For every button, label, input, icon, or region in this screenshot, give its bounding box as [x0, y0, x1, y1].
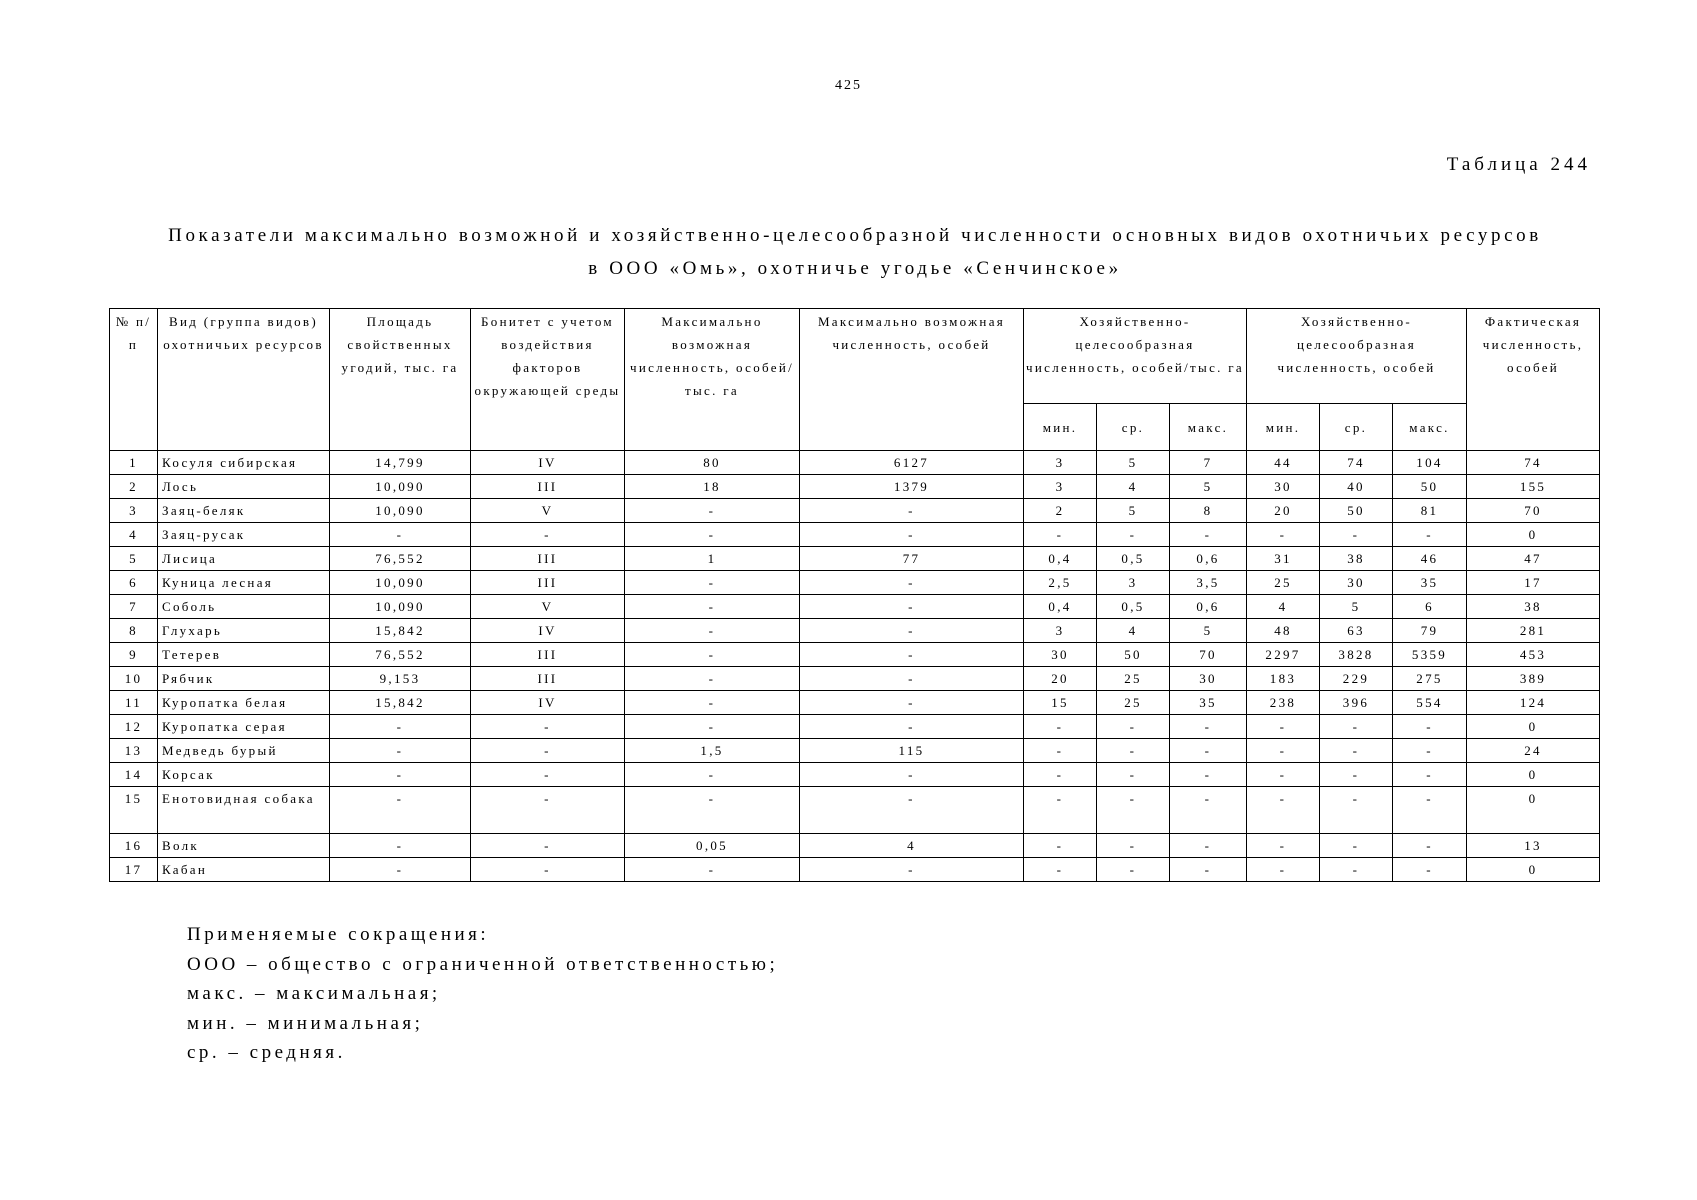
table-row	[110, 475, 1600, 499]
count-min-cell: -	[1247, 763, 1320, 787]
density-avg-cell: -	[1097, 787, 1170, 834]
count-max-cell: 81	[1393, 499, 1467, 523]
density-min-cell: 2	[1024, 499, 1097, 523]
max-count-cell: -	[800, 499, 1024, 523]
count-avg-cell: 63	[1320, 619, 1393, 643]
count-min-cell: 183	[1247, 667, 1320, 691]
density-min-cell: -	[1024, 787, 1097, 834]
density-min-cell: -	[1024, 739, 1097, 763]
table-row	[110, 451, 1600, 475]
header-species: Вид (группа видов) охотничьих ресурсов	[158, 309, 330, 451]
count-min-cell: -	[1247, 715, 1320, 739]
count-max-cell: -	[1393, 763, 1467, 787]
count-avg-cell: 40	[1320, 475, 1393, 499]
actual-count-cell: 0	[1467, 523, 1600, 547]
max-count-cell: -	[800, 523, 1024, 547]
actual-count-cell: 17	[1467, 571, 1600, 595]
area-cell: 10,090	[330, 571, 471, 595]
header-density-avg: ср.	[1097, 404, 1170, 451]
bonitet-cell: -	[471, 834, 625, 858]
row-number-cell: 5	[110, 547, 158, 571]
max-density-cell: -	[625, 715, 800, 739]
header-eco-density: Хозяйственно-целесообразная численность, особей/тыс. га	[1024, 309, 1247, 404]
count-min-cell: -	[1247, 858, 1320, 882]
count-avg-cell: 229	[1320, 667, 1393, 691]
bonitet-cell: IV	[471, 619, 625, 643]
density-max-cell: 5	[1170, 619, 1247, 643]
row-number-cell: 12	[110, 715, 158, 739]
max-density-cell: -	[625, 787, 800, 834]
density-max-cell: 70	[1170, 643, 1247, 667]
bonitet-cell: IV	[471, 691, 625, 715]
count-avg-cell: 30	[1320, 571, 1393, 595]
header-count-avg: ср.	[1320, 404, 1393, 451]
species-name-cell: Кабан	[158, 858, 330, 882]
density-max-cell: 7	[1170, 451, 1247, 475]
density-max-cell: 5	[1170, 475, 1247, 499]
area-cell: -	[330, 787, 471, 834]
max-density-cell: -	[625, 619, 800, 643]
max-density-cell: 1	[625, 547, 800, 571]
density-min-cell: 30	[1024, 643, 1097, 667]
bonitet-cell: -	[471, 858, 625, 882]
count-max-cell: -	[1393, 858, 1467, 882]
density-min-cell: 3	[1024, 451, 1097, 475]
count-min-cell: -	[1247, 834, 1320, 858]
count-avg-cell: 396	[1320, 691, 1393, 715]
table-row	[110, 858, 1600, 882]
count-avg-cell: -	[1320, 715, 1393, 739]
table-row	[110, 691, 1600, 715]
table-row	[110, 667, 1600, 691]
max-count-cell: 6127	[800, 451, 1024, 475]
density-min-cell: -	[1024, 858, 1097, 882]
count-avg-cell: -	[1320, 523, 1393, 547]
bonitet-cell: III	[471, 571, 625, 595]
area-cell: 15,842	[330, 619, 471, 643]
row-number-cell: 11	[110, 691, 158, 715]
bonitet-cell: V	[471, 499, 625, 523]
header-bonitet: Бонитет с учетом воздействия факторов окружающей среды	[471, 309, 625, 451]
max-density-cell: 1,5	[625, 739, 800, 763]
max-count-cell: -	[800, 571, 1024, 595]
count-min-cell: 31	[1247, 547, 1320, 571]
table-caption: Таблица 244	[1446, 154, 1591, 175]
density-avg-cell: 3	[1097, 571, 1170, 595]
header-density-max: макс.	[1170, 404, 1247, 451]
density-max-cell: 35	[1170, 691, 1247, 715]
area-cell: -	[330, 739, 471, 763]
density-max-cell: -	[1170, 763, 1247, 787]
density-max-cell: 30	[1170, 667, 1247, 691]
max-count-cell: -	[800, 595, 1024, 619]
actual-count-cell: 0	[1467, 763, 1600, 787]
density-min-cell: -	[1024, 715, 1097, 739]
actual-count-cell: 155	[1467, 475, 1600, 499]
header-max-density: Максимально возможная численность, особей/тыс. га	[625, 309, 800, 451]
count-avg-cell: -	[1320, 834, 1393, 858]
area-cell: 76,552	[330, 547, 471, 571]
table-row	[110, 715, 1600, 739]
count-max-cell: -	[1393, 715, 1467, 739]
actual-count-cell: 281	[1467, 619, 1600, 643]
count-avg-cell: -	[1320, 858, 1393, 882]
count-min-cell: 4	[1247, 595, 1320, 619]
max-density-cell: -	[625, 595, 800, 619]
table-row	[110, 571, 1600, 595]
density-avg-cell: 5	[1097, 499, 1170, 523]
density-min-cell: 3	[1024, 475, 1097, 499]
species-name-cell: Лисица	[158, 547, 330, 571]
max-count-cell: -	[800, 715, 1024, 739]
density-min-cell: 0,4	[1024, 595, 1097, 619]
max-density-cell: -	[625, 691, 800, 715]
actual-count-cell: 124	[1467, 691, 1600, 715]
row-number-cell: 4	[110, 523, 158, 547]
max-count-cell: -	[800, 691, 1024, 715]
header-count-max: макс.	[1393, 404, 1467, 451]
count-max-cell: 50	[1393, 475, 1467, 499]
density-avg-cell: -	[1097, 763, 1170, 787]
count-max-cell: 79	[1393, 619, 1467, 643]
density-avg-cell: 50	[1097, 643, 1170, 667]
species-name-cell: Косуля сибирская	[158, 451, 330, 475]
count-min-cell: -	[1247, 523, 1320, 547]
bonitet-cell: -	[471, 739, 625, 763]
max-density-cell: -	[625, 523, 800, 547]
count-max-cell: 6	[1393, 595, 1467, 619]
table-row	[110, 763, 1600, 787]
table-row	[110, 523, 1600, 547]
table-row	[110, 595, 1600, 619]
count-max-cell: 5359	[1393, 643, 1467, 667]
row-number-cell: 2	[110, 475, 158, 499]
density-avg-cell: 0,5	[1097, 595, 1170, 619]
species-name-cell: Соболь	[158, 595, 330, 619]
count-avg-cell: 74	[1320, 451, 1393, 475]
header-count-min: мин.	[1247, 404, 1320, 451]
bonitet-cell: V	[471, 595, 625, 619]
row-number-cell: 15	[110, 787, 158, 834]
actual-count-cell: 47	[1467, 547, 1600, 571]
count-avg-cell: 50	[1320, 499, 1393, 523]
area-cell: -	[330, 834, 471, 858]
row-number-cell: 1	[110, 451, 158, 475]
density-min-cell: 3	[1024, 619, 1097, 643]
count-min-cell: 25	[1247, 571, 1320, 595]
actual-count-cell: 24	[1467, 739, 1600, 763]
count-max-cell: 275	[1393, 667, 1467, 691]
species-name-cell: Куропатка серая	[158, 715, 330, 739]
actual-count-cell: 0	[1467, 787, 1600, 834]
density-max-cell: 0,6	[1170, 547, 1247, 571]
row-number-cell: 9	[110, 643, 158, 667]
actual-count-cell: 13	[1467, 834, 1600, 858]
max-count-cell: 4	[800, 834, 1024, 858]
count-max-cell: 554	[1393, 691, 1467, 715]
max-density-cell: 18	[625, 475, 800, 499]
density-avg-cell: 25	[1097, 691, 1170, 715]
area-cell: 10,090	[330, 595, 471, 619]
species-table	[109, 308, 1600, 882]
actual-count-cell: 0	[1467, 715, 1600, 739]
row-number-cell: 7	[110, 595, 158, 619]
max-count-cell: 115	[800, 739, 1024, 763]
count-min-cell: 44	[1247, 451, 1320, 475]
bonitet-cell: -	[471, 715, 625, 739]
table-row	[110, 787, 1600, 834]
density-max-cell: -	[1170, 739, 1247, 763]
density-max-cell: -	[1170, 858, 1247, 882]
density-min-cell: 20	[1024, 667, 1097, 691]
table-body	[110, 451, 1600, 882]
row-number-cell: 14	[110, 763, 158, 787]
table-row	[110, 499, 1600, 523]
count-avg-cell: -	[1320, 763, 1393, 787]
density-avg-cell: 0,5	[1097, 547, 1170, 571]
actual-count-cell: 389	[1467, 667, 1600, 691]
bonitet-cell: -	[471, 763, 625, 787]
density-min-cell: 2,5	[1024, 571, 1097, 595]
bonitet-cell: -	[471, 523, 625, 547]
density-min-cell: 0,4	[1024, 547, 1097, 571]
count-min-cell: 30	[1247, 475, 1320, 499]
max-density-cell: -	[625, 858, 800, 882]
row-number-cell: 3	[110, 499, 158, 523]
bonitet-cell: -	[471, 787, 625, 834]
header-num: № п/п	[110, 309, 158, 451]
density-avg-cell: -	[1097, 858, 1170, 882]
header-max-count: Максимально возможная численность, особей	[800, 309, 1024, 451]
count-max-cell: -	[1393, 787, 1467, 834]
species-name-cell: Корсак	[158, 763, 330, 787]
density-avg-cell: -	[1097, 715, 1170, 739]
bonitet-cell: IV	[471, 451, 625, 475]
max-count-cell: -	[800, 643, 1024, 667]
density-min-cell: -	[1024, 834, 1097, 858]
abbreviation-item: ООО – общество с ограниченной ответственностью;	[187, 953, 779, 975]
species-name-cell: Енотовидная собака	[158, 787, 330, 834]
species-name-cell: Медведь бурый	[158, 739, 330, 763]
count-min-cell: -	[1247, 739, 1320, 763]
title-line-2: в ООО «Омь», охотничье угодье «Сенчинское»	[588, 258, 1122, 279]
max-density-cell: 0,05	[625, 834, 800, 858]
species-name-cell: Лось	[158, 475, 330, 499]
max-count-cell: -	[800, 667, 1024, 691]
max-density-cell: -	[625, 763, 800, 787]
species-name-cell: Глухарь	[158, 619, 330, 643]
max-density-cell: -	[625, 667, 800, 691]
table-row	[110, 643, 1600, 667]
density-avg-cell: 25	[1097, 667, 1170, 691]
header-eco-count: Хозяйственно-целесообразная численность, особей	[1247, 309, 1467, 404]
row-number-cell: 6	[110, 571, 158, 595]
area-cell: -	[330, 763, 471, 787]
area-cell: 10,090	[330, 499, 471, 523]
bonitet-cell: III	[471, 643, 625, 667]
table-row	[110, 834, 1600, 858]
abbreviation-item: макс. – максимальная;	[187, 983, 441, 1004]
max-density-cell: -	[625, 499, 800, 523]
count-max-cell: -	[1393, 739, 1467, 763]
density-avg-cell: -	[1097, 739, 1170, 763]
table-row	[110, 739, 1600, 763]
density-max-cell: -	[1170, 715, 1247, 739]
count-avg-cell: -	[1320, 787, 1393, 834]
density-avg-cell: 4	[1097, 619, 1170, 643]
area-cell: 15,842	[330, 691, 471, 715]
area-cell: -	[330, 715, 471, 739]
density-max-cell: -	[1170, 523, 1247, 547]
count-min-cell: -	[1247, 787, 1320, 834]
header-actual: Фактическая численность, особей	[1467, 309, 1600, 451]
density-max-cell: 8	[1170, 499, 1247, 523]
max-density-cell: -	[625, 571, 800, 595]
count-min-cell: 238	[1247, 691, 1320, 715]
title-line-1: Показатели максимально возможной и хозяйственно-целесообразной численности основных видов охотничьих ресурсов	[168, 225, 1542, 246]
species-name-cell: Волк	[158, 834, 330, 858]
abbreviation-item: ср. – средняя.	[187, 1042, 346, 1063]
species-name-cell: Куница лесная	[158, 571, 330, 595]
area-cell: 9,153	[330, 667, 471, 691]
row-number-cell: 8	[110, 619, 158, 643]
actual-count-cell: 38	[1467, 595, 1600, 619]
count-max-cell: -	[1393, 523, 1467, 547]
abbreviations-block	[187, 920, 778, 1068]
actual-count-cell: 70	[1467, 499, 1600, 523]
count-avg-cell: -	[1320, 739, 1393, 763]
actual-count-cell: 74	[1467, 451, 1600, 475]
document-title	[110, 219, 1600, 285]
species-name-cell: Рябчик	[158, 667, 330, 691]
bonitet-cell: III	[471, 667, 625, 691]
abbreviation-item: мин. – минимальная;	[187, 1012, 424, 1034]
table-row	[110, 547, 1600, 571]
density-max-cell: 3,5	[1170, 571, 1247, 595]
max-count-cell: -	[800, 858, 1024, 882]
density-min-cell: 15	[1024, 691, 1097, 715]
count-avg-cell: 38	[1320, 547, 1393, 571]
count-min-cell: 20	[1247, 499, 1320, 523]
row-number-cell: 13	[110, 739, 158, 763]
count-avg-cell: 3828	[1320, 643, 1393, 667]
count-min-cell: 48	[1247, 619, 1320, 643]
count-max-cell: 46	[1393, 547, 1467, 571]
header-area: Площадь свойственных угодий, тыс. га	[330, 309, 471, 451]
table-header	[110, 309, 1600, 451]
bonitet-cell: III	[471, 547, 625, 571]
density-max-cell: -	[1170, 834, 1247, 858]
species-name-cell: Тетерев	[158, 643, 330, 667]
max-count-cell: -	[800, 763, 1024, 787]
area-cell: 14,799	[330, 451, 471, 475]
species-name-cell: Куропатка белая	[158, 691, 330, 715]
max-count-cell: -	[800, 787, 1024, 834]
count-avg-cell: 5	[1320, 595, 1393, 619]
count-min-cell: 2297	[1247, 643, 1320, 667]
density-max-cell: -	[1170, 787, 1247, 834]
density-avg-cell: -	[1097, 523, 1170, 547]
bonitet-cell: III	[471, 475, 625, 499]
row-number-cell: 17	[110, 858, 158, 882]
page-number: 425	[835, 78, 862, 93]
max-density-cell: -	[625, 643, 800, 667]
area-cell: -	[330, 858, 471, 882]
density-min-cell: -	[1024, 523, 1097, 547]
max-count-cell: -	[800, 619, 1024, 643]
density-avg-cell: -	[1097, 834, 1170, 858]
table-row	[110, 619, 1600, 643]
density-max-cell: 0,6	[1170, 595, 1247, 619]
count-max-cell: 104	[1393, 451, 1467, 475]
area-cell: 76,552	[330, 643, 471, 667]
abbreviations-heading: Применяемые сокращения:	[187, 924, 490, 945]
header-density-min: мин.	[1024, 404, 1097, 451]
actual-count-cell: 453	[1467, 643, 1600, 667]
count-max-cell: -	[1393, 834, 1467, 858]
max-count-cell: 1379	[800, 475, 1024, 499]
max-count-cell: 77	[800, 547, 1024, 571]
row-number-cell: 10	[110, 667, 158, 691]
actual-count-cell: 0	[1467, 858, 1600, 882]
density-avg-cell: 4	[1097, 475, 1170, 499]
area-cell: -	[330, 523, 471, 547]
species-name-cell: Заяц-беляк	[158, 499, 330, 523]
density-avg-cell: 5	[1097, 451, 1170, 475]
max-density-cell: 80	[625, 451, 800, 475]
area-cell: 10,090	[330, 475, 471, 499]
row-number-cell: 16	[110, 834, 158, 858]
count-max-cell: 35	[1393, 571, 1467, 595]
species-name-cell: Заяц-русак	[158, 523, 330, 547]
density-min-cell: -	[1024, 763, 1097, 787]
